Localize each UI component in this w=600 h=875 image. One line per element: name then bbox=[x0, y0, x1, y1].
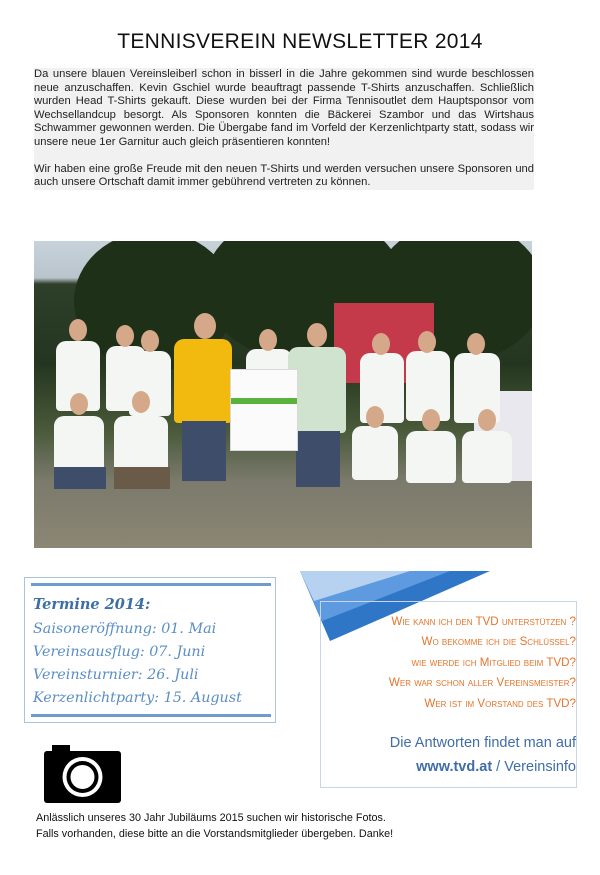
termine-item: Vereinsausflug: 07. Juni bbox=[33, 644, 206, 660]
termine-top-rule bbox=[31, 583, 271, 586]
faq-question: Wo bekomme ich die Schlüssel? bbox=[421, 635, 576, 649]
intro-paragraph-1: Da unsere blauen Vereinsleiberl schon in bisserl in die Jahre gekommen sind wurde beschlossen neue anzuschaffen. Kevin Gschiel wurde beauftragt passende T-Shirts anzuschaffen. Schließlich wurden Head T-Shirts gekauft. Diese wurden bei der Firma Tennisoutlet dem Hauptsponsor vom Wechsellandcup besorgt. Als Sponsoren konnten die Bäckerei Szambor und das Wirtshaus Schwammer gewonnen werden. Die Übergabe fand im Vorfeld der Kerzenlichtparty statt, sodass wir unsere neue 1er Garnitur auch gleich präsentieren konnten! bbox=[34, 68, 534, 148]
faq-box bbox=[320, 601, 577, 788]
intro-text-block bbox=[34, 68, 534, 190]
faq-question: Wie kann ich den TVD unterstützen ? bbox=[391, 615, 576, 628]
newsletter-title: TENNISVEREIN NEWSLETTER 2014 bbox=[117, 30, 483, 53]
footer-line-2: Falls vorhanden, diese bitte an die Vorstandsmitglieder übergeben. Danke! bbox=[36, 828, 394, 840]
intro-paragraph-2: Wir haben eine große Freude mit den neuen T-Shirts und werden versuchen unsere Sponsoren und auch unsere Ortschaft damit immer gebührend vertreten zu können. bbox=[34, 162, 534, 189]
faq-question: wie werde ich Mitglied beim TVD? bbox=[411, 655, 576, 669]
link-separator: / bbox=[492, 759, 505, 775]
team-photo bbox=[34, 241, 532, 548]
termine-item: Kerzenlichtparty: 15. August bbox=[33, 690, 242, 706]
faq-question: Wer ist im Vorstand des TVD? bbox=[424, 696, 576, 710]
footer-note bbox=[36, 810, 576, 842]
faq-answer-link-line bbox=[416, 759, 576, 775]
vereinsinfo-link[interactable]: Vereinsinfo bbox=[504, 759, 576, 775]
termine-bottom-rule bbox=[31, 714, 271, 717]
faq-question: Wer war schon aller Vereinsmeister? bbox=[388, 676, 576, 690]
termine-list bbox=[33, 618, 242, 710]
termine-item: Vereinsturnier: 26. Juli bbox=[33, 667, 199, 683]
termine-heading: Termine 2014: bbox=[33, 596, 151, 613]
termine-item: Saisoneröffnung: 01. Mai bbox=[33, 621, 217, 637]
presented-t-shirt bbox=[230, 369, 298, 451]
website-link[interactable]: www.tvd.at bbox=[416, 759, 493, 775]
termine-box bbox=[24, 577, 276, 723]
footer-line-1: Anlässlich unseres 30 Jahr Jubiläums 2015 suchen wir historische Fotos. bbox=[36, 812, 386, 824]
faq-question-list bbox=[389, 612, 576, 714]
camera-icon bbox=[44, 743, 121, 803]
faq-answer-text: Die Antworten findet man auf bbox=[389, 735, 576, 751]
